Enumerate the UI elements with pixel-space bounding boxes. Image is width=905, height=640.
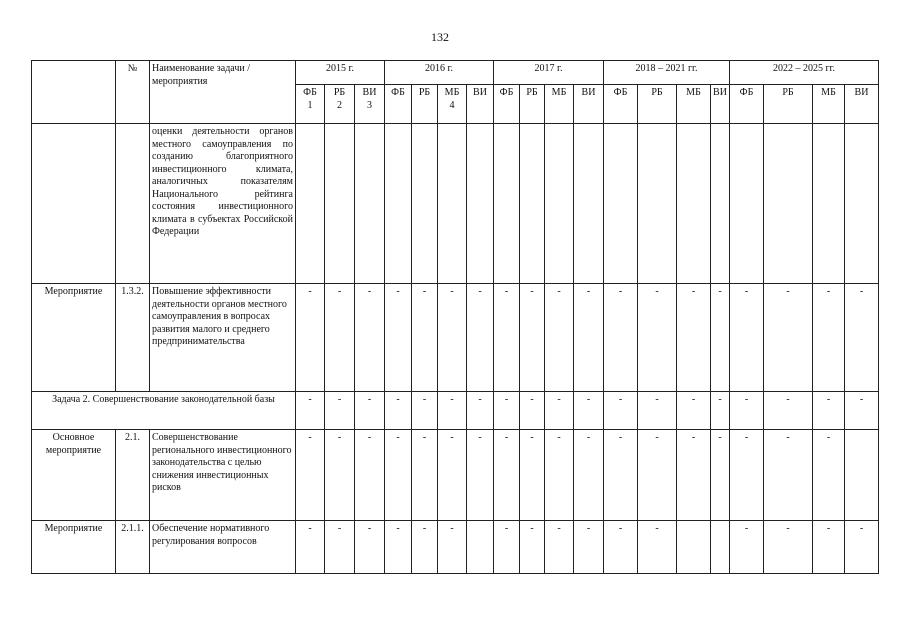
table-row [32, 430, 879, 521]
value-cell: - [730, 284, 764, 392]
source-header: ВИ 3 [355, 85, 385, 124]
value-cell: - [545, 392, 574, 430]
value-cell: - [467, 392, 494, 430]
source-header: РБ [412, 85, 438, 124]
row-num: 1.3.2. [116, 284, 150, 392]
value-cell [813, 124, 845, 284]
value-cell: - [574, 521, 604, 574]
value-cell [730, 124, 764, 284]
value-cell: - [711, 430, 730, 521]
value-cell [574, 124, 604, 284]
value-cell: - [412, 392, 438, 430]
source-header: ВИ [467, 85, 494, 124]
header-year-2022-2025: 2022 – 2025 гг. [730, 61, 879, 85]
row-type [32, 124, 116, 284]
header-year-2017: 2017 г. [494, 61, 604, 85]
value-cell [604, 124, 638, 284]
value-cell: - [438, 430, 467, 521]
value-cell: - [545, 284, 574, 392]
value-cell: - [494, 521, 520, 574]
table-row [32, 284, 879, 392]
table-row [32, 124, 879, 284]
value-cell: - [520, 284, 545, 392]
value-cell: - [325, 430, 355, 521]
header-type [32, 61, 116, 124]
value-cell: - [545, 521, 574, 574]
value-cell: - [438, 521, 467, 574]
value-cell: - [638, 430, 677, 521]
value-cell [845, 430, 879, 521]
value-cell: - [412, 284, 438, 392]
value-cell: - [845, 392, 879, 430]
source-header: ФБ [604, 85, 638, 124]
value-cell [385, 124, 412, 284]
value-cell: - [604, 430, 638, 521]
value-cell: - [296, 521, 325, 574]
value-cell: - [355, 392, 385, 430]
value-cell: - [494, 284, 520, 392]
value-cell [545, 124, 574, 284]
source-header: ФБ [385, 85, 412, 124]
value-cell: - [412, 430, 438, 521]
value-cell: - [355, 284, 385, 392]
value-cell [467, 124, 494, 284]
value-cell: - [494, 392, 520, 430]
program-activities-table [31, 60, 879, 574]
value-cell: - [604, 392, 638, 430]
value-cell: - [467, 284, 494, 392]
value-cell [520, 124, 545, 284]
value-cell [325, 124, 355, 284]
row-name: Совершенствование регионального инвестиционного законодательства с целью снижения инвестиционных рисков [150, 430, 296, 521]
task-title: Задача 2. Совершенствование законодательной базы [32, 392, 296, 430]
value-cell [677, 124, 711, 284]
value-cell: - [545, 430, 574, 521]
header-year-2018-2021: 2018 – 2021 гг. [604, 61, 730, 85]
value-cell: - [385, 392, 412, 430]
value-cell: - [355, 521, 385, 574]
value-cell: - [764, 521, 813, 574]
value-cell [711, 521, 730, 574]
row-name: Повышение эффективности деятельности органов местного самоуправления в вопросах развития малого и среднего предпринимательства [150, 284, 296, 392]
value-cell: - [520, 392, 545, 430]
source-header: ВИ [574, 85, 604, 124]
source-header: ФБ [730, 85, 764, 124]
value-cell: - [385, 284, 412, 392]
header-year-2016: 2016 г. [385, 61, 494, 85]
value-cell: - [520, 430, 545, 521]
value-cell: - [638, 392, 677, 430]
value-cell: - [845, 521, 879, 574]
value-cell [677, 521, 711, 574]
value-cell: - [385, 430, 412, 521]
value-cell: - [813, 392, 845, 430]
source-header: МБ [545, 85, 574, 124]
source-header: ФБ 1 [296, 85, 325, 124]
row-type: Основное мероприятие [32, 430, 116, 521]
source-header: МБ 4 [438, 85, 467, 124]
value-cell: - [677, 430, 711, 521]
value-cell: - [467, 430, 494, 521]
value-cell [355, 124, 385, 284]
value-cell: - [638, 521, 677, 574]
value-cell [438, 124, 467, 284]
value-cell: - [296, 430, 325, 521]
source-header: МБ [677, 85, 711, 124]
value-cell: - [813, 521, 845, 574]
value-cell: - [677, 392, 711, 430]
source-header: РБ 2 [325, 85, 355, 124]
value-cell: - [813, 284, 845, 392]
value-cell: - [730, 392, 764, 430]
value-cell: - [574, 430, 604, 521]
value-cell: - [325, 284, 355, 392]
value-cell: - [711, 392, 730, 430]
value-cell: - [677, 284, 711, 392]
value-cell: - [325, 521, 355, 574]
value-cell: - [296, 392, 325, 430]
row-num: 2.1.1. [116, 521, 150, 574]
source-header: МБ [813, 85, 845, 124]
row-type: Мероприятие [32, 284, 116, 392]
row-name: Обеспечение нормативного регулирования вопросов [150, 521, 296, 574]
header-num: № [116, 61, 150, 124]
source-header: РБ [764, 85, 813, 124]
table-row [32, 392, 879, 430]
row-name: оценки деятельности органов местного самоуправления по созданию благоприятного инвестиционного климата, аналогичных показателям Национального рейтинга состояния инвестиционного климата в субъектах Российской Федерации [150, 124, 296, 284]
value-cell [845, 124, 879, 284]
value-cell [296, 124, 325, 284]
value-cell: - [385, 521, 412, 574]
page-number: 132 [431, 30, 449, 44]
value-cell: - [730, 521, 764, 574]
header-year-2015: 2015 г. [296, 61, 385, 85]
source-header: РБ [638, 85, 677, 124]
row-type: Мероприятие [32, 521, 116, 574]
value-cell: - [296, 284, 325, 392]
value-cell: - [813, 430, 845, 521]
source-header: ВИ [845, 85, 879, 124]
value-cell: - [520, 521, 545, 574]
value-cell: - [764, 430, 813, 521]
value-cell [764, 124, 813, 284]
value-cell: - [845, 284, 879, 392]
row-num: 2.1. [116, 430, 150, 521]
value-cell [467, 521, 494, 574]
header-name: Наименование задачи / мероприятия [150, 61, 296, 124]
source-header: ВИ [711, 85, 730, 124]
value-cell: - [764, 392, 813, 430]
value-cell: - [711, 284, 730, 392]
table-row [32, 521, 879, 574]
value-cell: - [494, 430, 520, 521]
value-cell: - [325, 392, 355, 430]
source-header: ФБ [494, 85, 520, 124]
value-cell: - [438, 392, 467, 430]
value-cell [412, 124, 438, 284]
value-cell: - [730, 430, 764, 521]
value-cell: - [638, 284, 677, 392]
value-cell: - [412, 521, 438, 574]
value-cell: - [574, 284, 604, 392]
value-cell: - [574, 392, 604, 430]
value-cell [638, 124, 677, 284]
value-cell: - [438, 284, 467, 392]
row-num [116, 124, 150, 284]
value-cell [711, 124, 730, 284]
value-cell: - [604, 284, 638, 392]
value-cell: - [764, 284, 813, 392]
value-cell [494, 124, 520, 284]
value-cell: - [355, 430, 385, 521]
source-header: РБ [520, 85, 545, 124]
value-cell: - [604, 521, 638, 574]
